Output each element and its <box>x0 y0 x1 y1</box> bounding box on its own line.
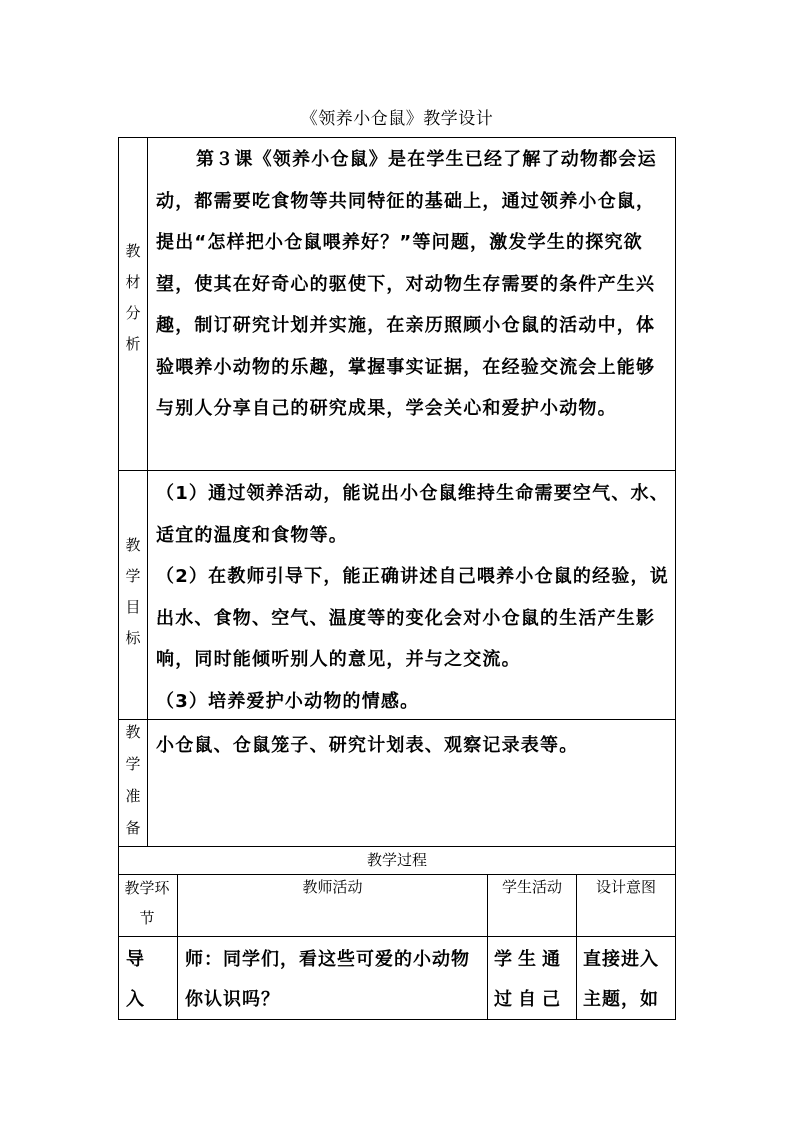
goal-item: （3）培养爱护小动物的情感。 <box>156 690 420 712</box>
table-top-border <box>118 137 676 138</box>
column-header-stage <box>123 873 171 933</box>
prep-text: 小仓鼠、仓鼠笼子、研究计划表、观察记录表等。 <box>156 735 579 756</box>
column-header-intent: 设计意图 <box>595 878 656 896</box>
analysis-label-char: 教 <box>125 242 141 260</box>
prep-label-char: 学 <box>125 755 141 773</box>
goal-item: （2）在教师引导下，能正确讲述自己喂养小仓鼠的经验，说出水、食物、空气、温度等的变化会对小仓鼠的生活产生影响，同时能倾听别人的意见，并与之交流。 <box>156 566 669 670</box>
design-intent-cell <box>583 940 673 1020</box>
student-activity-cell <box>494 940 572 1020</box>
goals-label <box>119 530 147 654</box>
prep-label-char: 备 <box>125 819 141 837</box>
goal-item: （1）通过领养活动，能说出小仓鼠维持生命需要空气、水、适宜的温度和食物等。 <box>156 483 669 546</box>
student-activity-line: 过自己 <box>494 989 566 1010</box>
row-divider-5 <box>118 936 676 937</box>
column-header-student: 学生活动 <box>501 878 562 896</box>
goals-list <box>156 473 669 722</box>
prep-label-char: 准 <box>125 787 141 805</box>
goals-label-char: 学 <box>125 567 141 585</box>
design-intent-line: 主题，如 <box>583 989 659 1010</box>
table-right-border <box>675 137 676 1020</box>
column-header-stage-text: 教学环节 <box>124 879 170 927</box>
column-header-teacher: 教师活动 <box>302 878 363 896</box>
process-header: 教学过程 <box>366 851 427 869</box>
stage-char: 导 <box>126 949 145 970</box>
prep-label <box>119 716 147 844</box>
row-divider-1 <box>118 470 676 471</box>
analysis-label-char: 材 <box>125 273 141 291</box>
student-activity-line: 学生通 <box>494 949 566 970</box>
goals-label-char: 目 <box>125 598 141 616</box>
analysis-label <box>119 236 147 360</box>
prep-label-char: 教 <box>125 723 141 741</box>
teacher-activity-cell: 师：同学们，看这些可爱的小动物你认识吗？ <box>185 949 470 1010</box>
label-column-divider <box>147 137 148 847</box>
design-intent-line: 直接进入 <box>583 949 659 970</box>
stage-cell <box>126 940 166 1020</box>
analysis-label-char: 分 <box>125 304 141 322</box>
analysis-text: 第３课《领养小仓鼠》是在学生已经了解了动物都会运动，都需要吃食物等共同特征的基础上，通过领养小仓鼠，提出“怎样把小仓鼠喂养好？”等问题，激发学生的探究欲望，使其在好奇心的驱使下，对动物生存需要的条件产生兴趣，制订研究计划并实施，在亲历照顾小仓鼠的活动中，体验喂养小动物的乐趣，掌握事实证据，在经验交流会上能够与别人分享自己的研究成果，学会关心和爱护小动物。 <box>156 149 657 419</box>
analysis-label-char: 析 <box>125 335 141 353</box>
document-title: 《领养小仓鼠》教学设计 <box>300 109 494 129</box>
goals-label-char: 教 <box>125 536 141 554</box>
goals-label-char: 标 <box>125 629 141 647</box>
stage-char: 入 <box>126 989 145 1010</box>
